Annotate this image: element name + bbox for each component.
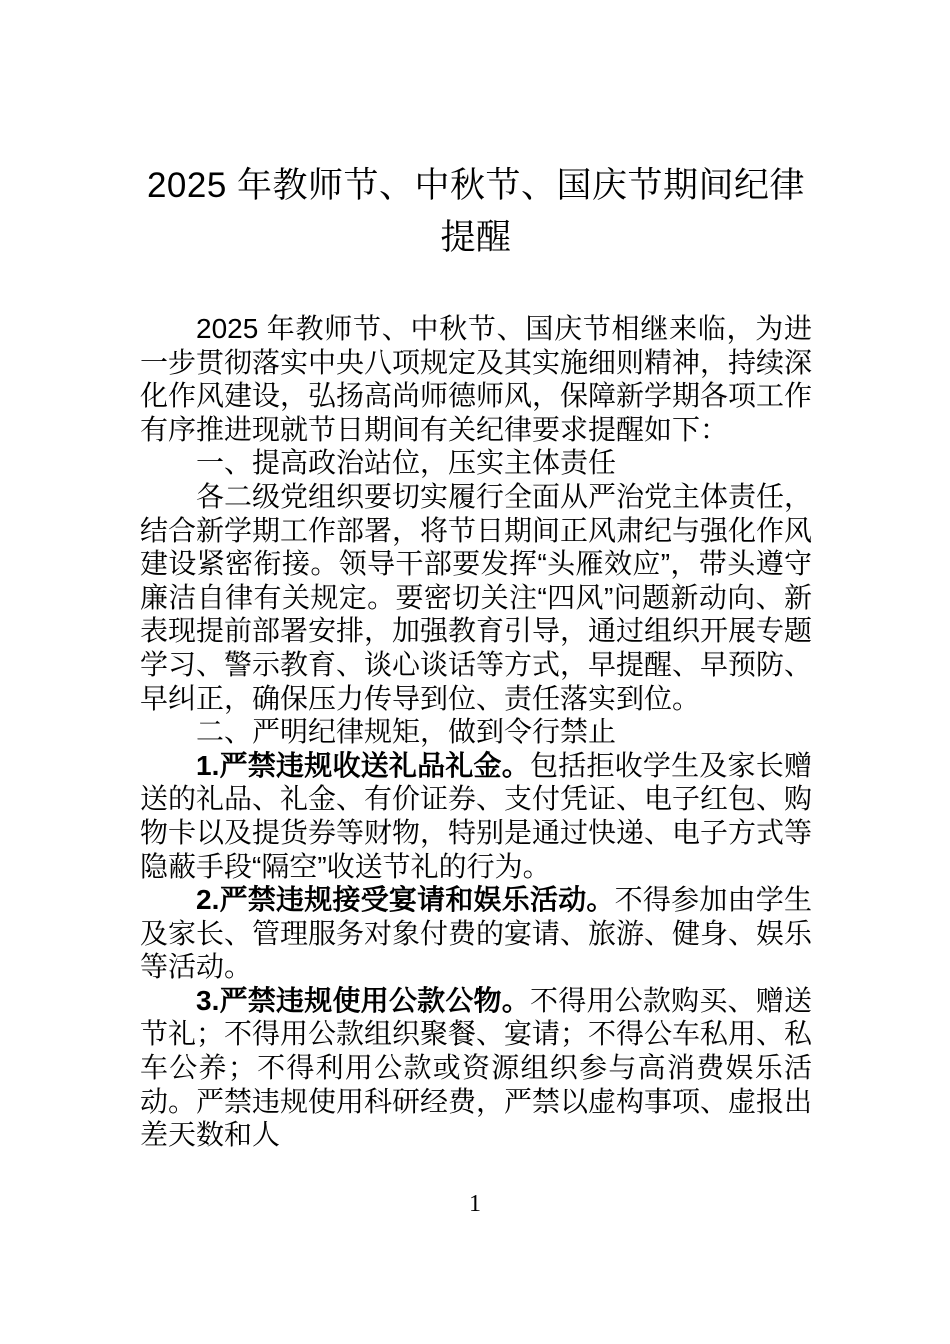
section-heading-one <box>140 446 812 480</box>
discipline-item-2-text: 不得参加由学生及家长、管理服务对象付费的宴请、旅游、健身、娱乐等活动。 <box>140 884 813 983</box>
page-number: 1 <box>469 1191 481 1217</box>
document-body <box>140 312 812 1152</box>
paragraph-text: 各二级党组织要切实履行全面从严治党主体责任，结合新学期工作部署，将节日期间正风肃纪与强化作风建设紧密衔接。领导干部要发挥“头雁效应”，带头遵守廉洁自律有关规定。要密切关注“四风”问题新动向、新表现提前部署安排，加强教育引导，通过组织开展专题学习、警示教育、谈心谈话等方式，早提醒、早预防、早纠正，确保压力传导到位、责任落实到位。 <box>140 480 813 714</box>
section-heading-text: 二、严明纪律规矩，做到令行禁止 <box>196 716 617 748</box>
discipline-item-2-lead: 2.严禁违规接受宴请和娱乐活动。 <box>196 884 615 916</box>
discipline-item-3-lead: 3.严禁违规使用公款公物。 <box>196 984 530 1016</box>
discipline-item-3 <box>140 984 812 1152</box>
paragraph-text: 2025 年教师节、中秋节、国庆节相继来临，为进一步贯彻落实中央八项规定及其实施细则精神，持续深化作风建设，弘扬高尚师德师风，保障新学期各项工作有序推进现就节日期间有关纪律要求提醒如下： <box>140 313 813 445</box>
paragraph-intro <box>140 312 812 446</box>
discipline-item-1-text: 包括拒收学生及家长赠送的礼品、礼金、有价证券、支付凭证、电子红包、购物卡以及提货券等财物，特别是通过快递、电子方式等隐蔽手段“隔空”收送节礼的行为。 <box>140 749 813 882</box>
section-one-body <box>140 480 812 715</box>
discipline-item-1 <box>140 749 812 883</box>
section-heading-two <box>140 715 812 749</box>
discipline-item-3-text: 不得用公款购买、赠送节礼；不得用公款组织聚餐、宴请；不得公车私用、私车公养；不得利用公款或资源组织参与高消费娱乐活动。严禁违规使用科研经费，严禁以虚构事项、虚报出差天数和人 <box>140 984 813 1151</box>
section-heading-text: 一、提高政治站位，压实主体责任 <box>196 447 617 479</box>
discipline-item-2 <box>140 883 812 984</box>
document-content <box>140 0 812 1152</box>
discipline-item-1-lead: 1.严禁违规收送礼品礼金。 <box>196 749 530 781</box>
page-title: 2025 年教师节、中秋节、国庆节期间纪律提醒 <box>146 166 806 257</box>
